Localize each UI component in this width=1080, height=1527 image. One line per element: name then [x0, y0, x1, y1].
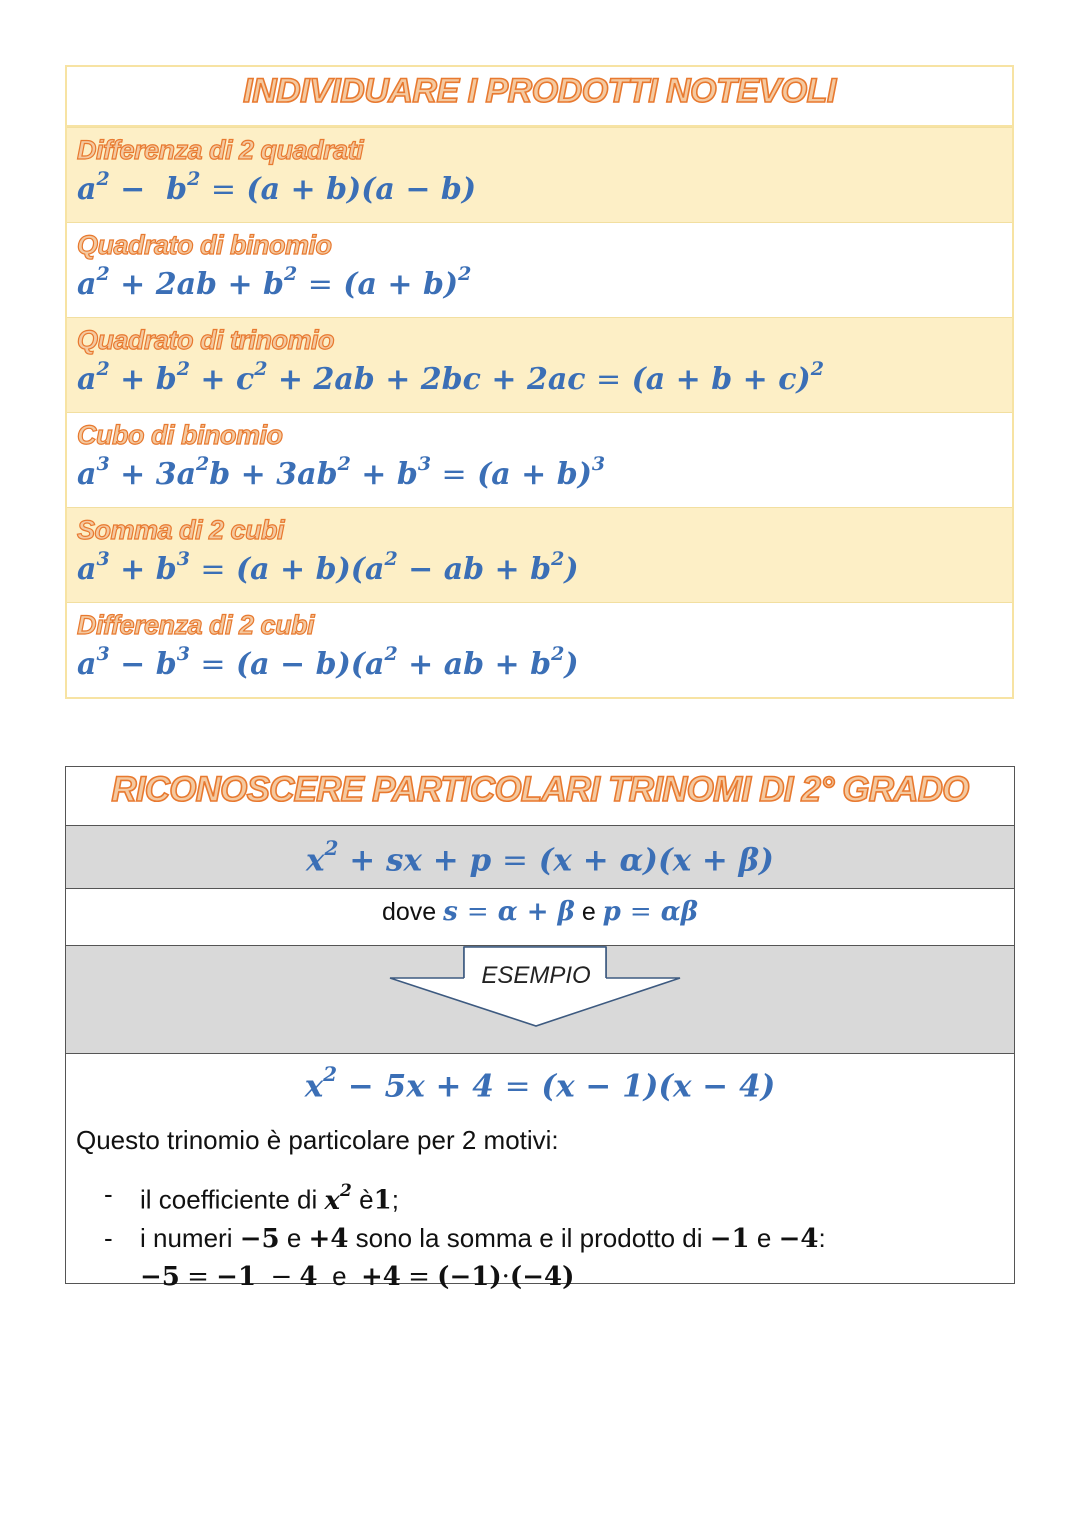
reason-1-text: il coefficiente di [140, 1184, 318, 1215]
row-somma-cubi [67, 507, 1012, 602]
reason-2-continuation: −5 = −1 − 4 e +4 = (−1)·(−4) [140, 1260, 575, 1292]
dove-condition: dove s = α + β e p = αβ [66, 889, 1014, 946]
row-cubo-binomio [67, 412, 1012, 507]
row-formula: $a^3 + b^3 = (a + b)(a^2$ − ab + $b^2$) [77, 548, 579, 587]
reason-2: - i numeri −5 e +4 sono la somma e il prodotto di −1 e −4: [104, 1220, 1014, 1258]
row-formula: $a^3 + 3a^2b + 3ab^2 + b^3 = (a + b)^3$ [77, 453, 606, 492]
row-name: Differenza di 2 quadrati [77, 135, 364, 165]
reason-2-e2: e [756, 1222, 772, 1253]
row-formula: $a^2 - b^2 = (a + b)(a - b)$ [77, 168, 477, 207]
row-formula: $a^2 + b^2 + c^2 + 2ab + 2bc + 2ac = (a + b + c)^2$ [77, 358, 824, 397]
row-name: Differenza di 2 cubi [77, 610, 315, 640]
example-arrow-row [66, 946, 1014, 1054]
row-differenza-cubi [67, 602, 1012, 697]
reason-2-b: sono la somma e il prodotto di [355, 1222, 703, 1253]
notable-products-table [65, 65, 1014, 699]
row-quadrato-trinomio [67, 317, 1012, 412]
row-formula: $a^3 - b^3 = (a - b)(a^2$ + ab + $b^2$) [77, 643, 579, 682]
row-name: Quadrato di binomio [77, 230, 332, 260]
reason-1: - il coefficiente di $x^2$ è1; [104, 1176, 1014, 1220]
row-differenza-quadrati [67, 127, 1012, 222]
reason-2-a: i numeri [140, 1222, 233, 1253]
dove-word: dove [381, 898, 437, 926]
table2-title: RICONOSCERE PARTICOLARI TRINOMI DI 2° GRADO [66, 767, 1014, 826]
reasons-list [66, 1176, 1014, 1258]
row-name: Somma di 2 cubi [77, 515, 285, 545]
cont-e: e [332, 1260, 347, 1291]
example-formula: $x^2 - 5x + 4 = (x - 1)(x - 4)$ [304, 1062, 776, 1105]
row-formula: $a^2 + 2ab + b^2 = (a + b)^2$ [77, 263, 472, 302]
row-name: Cubo di binomio [77, 420, 283, 450]
explanation-paragraph: Questo trinomio è particolare per 2 motivi: [76, 1125, 559, 1156]
row-quadrato-binomio [67, 222, 1012, 317]
dove-and: e [581, 898, 596, 926]
table1-title: INDIVIDUARE I PRODOTTI NOTEVOLI [67, 67, 1012, 127]
example-label: ESEMPIO [481, 962, 591, 989]
reason-1-mid: è [359, 1184, 374, 1215]
reason-2-e1: e [286, 1222, 302, 1253]
row-name: Quadrato di trinomio [77, 325, 334, 355]
general-formula: $x^2$ + sx + p = (x + α)(x + β) [66, 826, 1014, 889]
trinomials-table [65, 766, 1015, 1292]
